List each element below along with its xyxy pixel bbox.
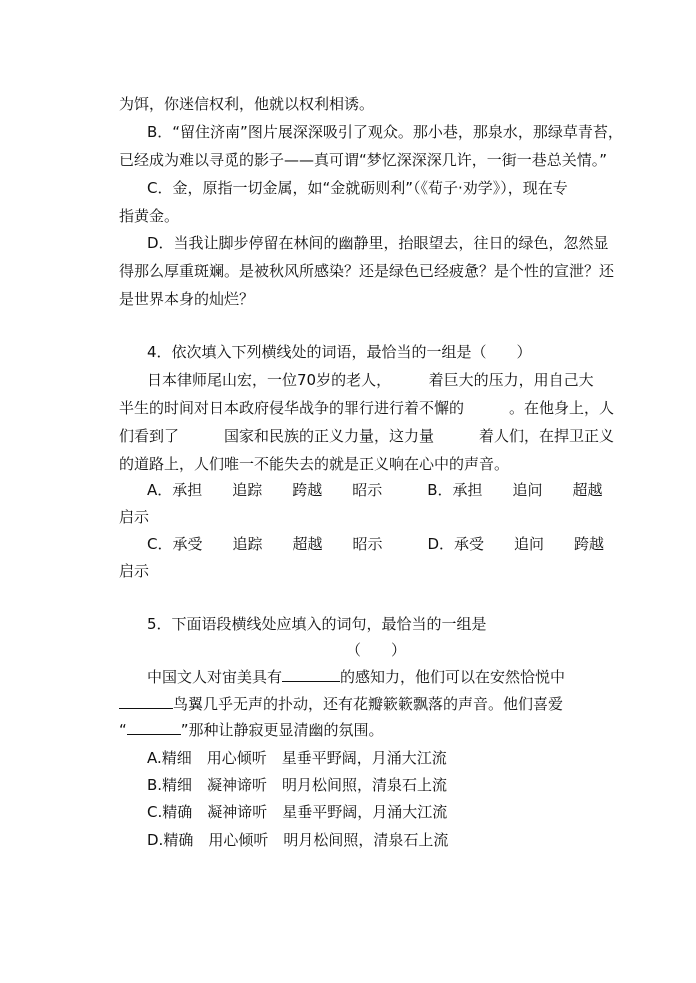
option-b-line: B．“留住济南”图片展深深吸引了观众。那小巷，那泉水，那绿草青苔， <box>147 123 623 141</box>
passage-line: 半生的时间对日本政府侵华战争的罪行进行着不懈的 。在他身上，人 <box>119 399 615 417</box>
option-c-line: C．金，原指一切金属，如“金就砺则利”（《荀子·劝学》），现在专 <box>147 179 568 197</box>
text-line: 已经成为难以寻觅的影子——真可谓“梦忆深深深几许，一街一巷总关情。” <box>119 151 608 169</box>
text-line: 指黄金。 <box>119 207 180 225</box>
fill-blank-2 <box>119 694 173 709</box>
passage-segment: 中国文人对宙美具有 <box>147 668 283 686</box>
option-wrap-line: 启示 <box>119 562 150 580</box>
passage-segment: “ <box>119 721 127 739</box>
option-b: B.精细 凝神谛听 明月松间照，清泉石上流 <box>147 776 448 794</box>
option-wrap-line: 启示 <box>119 508 150 526</box>
answer-parentheses: （ ） <box>346 641 407 659</box>
passage-segment: ”那种让静寂更显清幽的氛围。 <box>180 721 384 739</box>
options-ab-line: A．承担 追踪 跨越 昭示 B．承担 追问 超越 <box>147 481 603 499</box>
passage-segment: 的感知力，他们可以在安然恰悦中 <box>340 668 566 686</box>
text-line: 为饵，你迷信权利，他就以权利相诱。 <box>119 95 375 113</box>
question-4-title: 4．依次填入下列横线处的词语，最恰当的一组是（ ） <box>147 343 532 361</box>
option-d-line: D．当我让脚步停留在林间的幽静里，抬眼望去，往日的绿色，忽然显 <box>147 234 609 252</box>
question-5-title: 5．下面语段横线处应填入的词句，最恰当的一组是 <box>147 615 487 633</box>
passage-line <box>147 667 565 687</box>
passage-line: 的道路上，人们唯一不能失去的就是正义响在心中的声音。 <box>119 455 510 473</box>
passage-line: 们看到了 国家和民族的正义力量，这力量 着人们，在捍卫正义 <box>119 427 615 445</box>
text-line: 得那么厚重斑斓。是被秋风所感染？还是绿色已经疲惫？是个性的宣泄？还 <box>119 262 615 280</box>
passage-line <box>119 694 563 714</box>
options-cd-line: C．承受 追踪 超越 昭示 D．承受 追问 跨越 <box>147 535 605 553</box>
passage-line: 日本律师尾山宏，一位70岁的老人， 着巨大的压力，用自己大 <box>147 371 594 389</box>
passage-line <box>119 720 384 740</box>
option-a: A.精细 用心倾听 星垂平野阔，月涌大江流 <box>147 749 447 767</box>
fill-blank-3 <box>127 720 181 735</box>
passage-segment: 鸟翼几乎无声的扑动，还有花瓣簌簌飘落的声音。他们喜爱 <box>173 695 564 713</box>
text-line: 是世界本身的灿烂？ <box>119 290 255 308</box>
option-d: D.精确 用心倾听 明月松间照，清泉石上流 <box>147 831 449 849</box>
fill-blank-1 <box>282 667 340 682</box>
option-c: C.精确 凝神谛听 星垂平野阔，月涌大江流 <box>147 803 448 821</box>
